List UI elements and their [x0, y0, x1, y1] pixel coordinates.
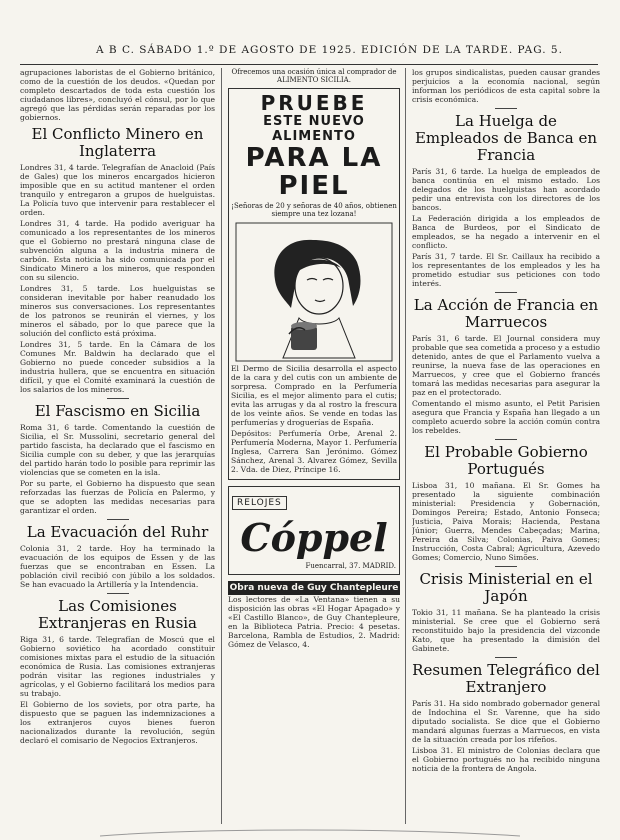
divider — [107, 519, 129, 520]
article-text: Londres 31, 5 tarde. En la Cámara de los Comunes Mr. Baldwin ha declarado que el Gobierno no puede conceder subsidios a la industria hullera, que se encuentra en situación difícil, y que el Comité examinará la cuestión de los salarios de los mineros. — [20, 340, 215, 394]
headline-comisiones-rusia: Las Comisiones Extranjeras en Rusia — [37, 597, 198, 632]
woman-portrait-illustration — [235, 222, 393, 362]
advertisement-coppel — [228, 486, 400, 575]
column-separator — [405, 68, 406, 824]
article-text: Londres 31, 5 tarde. Los huelguistas se consideran inevitable por haber reanudado los mineros sus conversaciones. Los representantes de los patronos se reunirán el viernes, y los mineros el sábado, por lo que parece que la solución del conflicto está próxima. — [20, 284, 215, 338]
ad-pruebe: PRUEBE — [260, 91, 368, 115]
divider — [495, 566, 517, 567]
ad-book-title: Obra nueva de Guy Chantepleure — [229, 583, 399, 593]
headline-fascismo-sicilia: El Fascismo en Sicilia — [34, 402, 201, 420]
article-text: agrupaciones laboristas de el Gobierno británico, como de la cuestión de los deudos. «Quedan por completo descartados de toda esta cuestión los ciudadanos libres», concluyó el cónsul, por lo que agregó que las pérdidas serán reparadas por los gobiernos. — [20, 68, 215, 122]
headline-huelga-banca: La Huelga de Empleados de Banca en Francia — [414, 112, 597, 164]
article-text: El Gobierno de los soviets, por otra parte, ha dispuesto que se paguen las indemnizaciones a los extranjeros cuyos bienes fueron nacionalizados durante la revolución, según declaró el comisario de Negocios Extranjeros. — [20, 700, 215, 745]
ad-address: Fuencarral, 37. MADRID. — [305, 562, 396, 570]
article-text: La Federación dirigida a los empleados de Banca de Burdeos, por el Sindicato de empleados, se ha negado a intervenir en el conflicto. — [412, 214, 600, 250]
ad-relojes-label: RELOJES — [232, 496, 287, 510]
divider — [495, 108, 517, 109]
ad-depositos: Depósitos: Perfumería Orbe, Arenal 2. Perfumería Moderna, Mayor 1. Perfumería Inglesa, Carrera San Jerónimo. Gómez Sánchez, Arenal 3. Alvarez Gómez, Sevilla 2. Vda. de Diez, Príncipe 16. — [231, 429, 397, 474]
article-text: París 31, 7 tarde. El Sr. Caillaux ha recibido a los representantes de los empleados y les ha prometido estudiar sus peticiones con todo interés. — [412, 252, 600, 288]
article-text: París 31, 6 tarde. El Journal considera muy probable que sea cometida a proceso y a estudio detenido, antes de que el Parlamento vuelva a reunirse, la nueva fase de las operaciones en Marruecos, y cree que el Gobierno francés tomará las medidas necesarias para asegurar la paz en el protectorado. — [412, 334, 600, 397]
left-column — [20, 68, 215, 824]
divider — [495, 292, 517, 293]
middle-column — [228, 68, 400, 824]
article-text: Londres 31, 4 tarde. Ha podido averiguar ha comunicado a los representantes de los mineros que el Gobierno no prestará ninguna clase de subvención alguna a la industria minera de carbón. Esta noticia ha sido comunicada por el Sindicato Minero a los mineros, que responden con su silencio. — [20, 219, 215, 282]
article-text: Lisboa 31, 10 mañana. El Sr. Gomes ha presentado la siguiente combinación ministerial: Presidencia y Gobernación, Domingos Pereira; Estado, Antonio Fonseca; Justicia, Paiva Morais; Hacienda, Pestana Júnior; Guerra, Mendes Cabeçadas; Marina, Pereira da Silva; Colonias, Paiva Gomes; Instrucción, Costa Cabral; Agricultura, Azevedo Gomes; Comercio, Nuno Simões. — [412, 481, 600, 562]
article-text: Comentando el mismo asunto, el Petit Parisien asegura que Francia y España han llegado a un completo acuerdo sobre la acción común contra los rebeldes. — [412, 399, 600, 435]
header-rule — [20, 64, 598, 65]
article-text: Tokio 31, 11 mañana. Se ha planteado la crisis ministerial. Se cree que el Gobierno será reconstituido bajo la presidencia del vizconde Kato, que ha presentado la dimisión del Gabinete. — [412, 608, 600, 653]
headline-conflicto-minero: El Conflicto Minero en Inglaterra — [31, 125, 204, 160]
article-text: París 31, 6 tarde. La huelga de empleados de banca continúa en el mismo estado. Los delegados de los huelguistas han acordado pedir una entrevista con los directores de los bancos. — [412, 167, 600, 212]
article-text: Roma 31, 6 tarde. Comentando la cuestión de Sicilia, el Sr. Mussolini, secretario general del partido fascista, ha declarado que el fascismo en Sicilia cumple con su deber, y que las jerarquías del partido harán todo lo posible para reprimir las violencias que se cometen en la isla. — [20, 423, 215, 477]
ad-nuevo: ESTE NUEVO ALIMENTO — [263, 114, 365, 144]
divider — [107, 593, 129, 594]
page-fold-shadow — [100, 826, 520, 840]
ad-subtitle: ¡Señoras de 20 y señoras de 40 años, obtienen siempre una tez lozana! — [231, 202, 397, 218]
ad-piel: PARA LA PIEL — [245, 143, 383, 201]
headline-gobierno-portugues: El Probable Gobierno Portugués — [424, 443, 588, 478]
headline-resumen-telegrafico: Resumen Telegráfico del Extranjero — [412, 661, 600, 696]
headline-crisis-japon: Crisis Ministerial en el Japón — [419, 570, 593, 605]
article-text: Lisboa 31. El ministro de Colonias declara que el Gobierno portugués no ha recibido ninguna noticia de la frontera de Angola. — [412, 746, 600, 773]
article-text: Por su parte, el Gobierno ha dispuesto que sean reforzadas las fuerzas de Policía en Palermo, y que se adopten las medidas necesarias para garantizar el orden. — [20, 479, 215, 515]
headline-accion-francia: La Acción de Francia en Marruecos — [413, 296, 599, 331]
column-separator — [221, 68, 222, 824]
divider — [495, 657, 517, 658]
article-text: Colonia 31, 2 tarde. Hoy ha terminado la evacuación de los equipos de Essen y de las fuerzas que se encontraban en Essen. La población civil recibió con júbilo a los soldados. Se han evacuado la Artillería y la Intendencia. — [20, 544, 215, 589]
headline-evacuacion-ruhr: La Evacuación del Ruhr — [26, 523, 209, 541]
article-text: Riga 31, 6 tarde. Telegrafían de Moscú que el Gobierno soviético ha acordado constituir comisiones mixtas para el estudio de la situación económica de Rusia. Las comisiones extranjeras podrán visitar las regiones industriales y agrícolas, y el Gobierno facilitará los medios para su trabajo. — [20, 635, 215, 698]
ad-intro: Ofrecemos una ocasión única al comprador de ALIMENTO SICILIA. — [231, 68, 397, 84]
ad-brand-coppel: Cóppel — [240, 515, 388, 560]
ad-body-text: El Dermo de Sicilia desarrolla el aspecto de la cara y del cutis con un ambiente de sorpresa. Comprado en la Perfumería Sicilia, es el mejor alimento para el cutis; evita las arrugas y da al rostro la frescura de los veinte años. Se vende en todas las perfumerías y droguerías de España. — [231, 364, 397, 427]
divider — [107, 398, 129, 399]
article-text: París 31. Ha sido nombrado gobernador general de Indochina el Sr. Varenne, que ha sido diputado socialista. Se dice que el Gobierno mandará algunas fuerzas a Marruecos, en vista de la situación creada por los rifeños. — [412, 699, 600, 744]
article-text: Londres 31, 4 tarde. Telegrafían de Anacloid (País de Gales) que los mineros encargados hicieron imposible que en su actitud mantener el orden tranquilo y entregaron a grupos de huelguistas. La Policía tuvo que intervenir para restablecer el orden. — [20, 163, 215, 217]
running-head: A B C. SÁBADO 1.º DE AGOSTO DE 1925. EDICIÓN DE LA TARDE. PAG. 5. — [96, 44, 563, 56]
ad-book-body: Los lectores de «La Ventana» tienen a su disposición las obras «El Hogar Apagado» y «El Castillo Blanco», de Guy Chantepleure, en la Biblioteca Patria. Precio: 4 pesetas. Barcelona, Rambla de Estudios, 2. Madrid: Gómez de Velasco, 4. — [228, 595, 400, 649]
advertisement-sicilia — [228, 88, 400, 480]
article-text: los grupos sindicalistas, pueden causar grandes perjuicios a la economía nacional, según informan los periódicos de esta capital sobre la crisis económica. — [412, 68, 600, 104]
divider — [495, 439, 517, 440]
right-column — [412, 68, 600, 824]
